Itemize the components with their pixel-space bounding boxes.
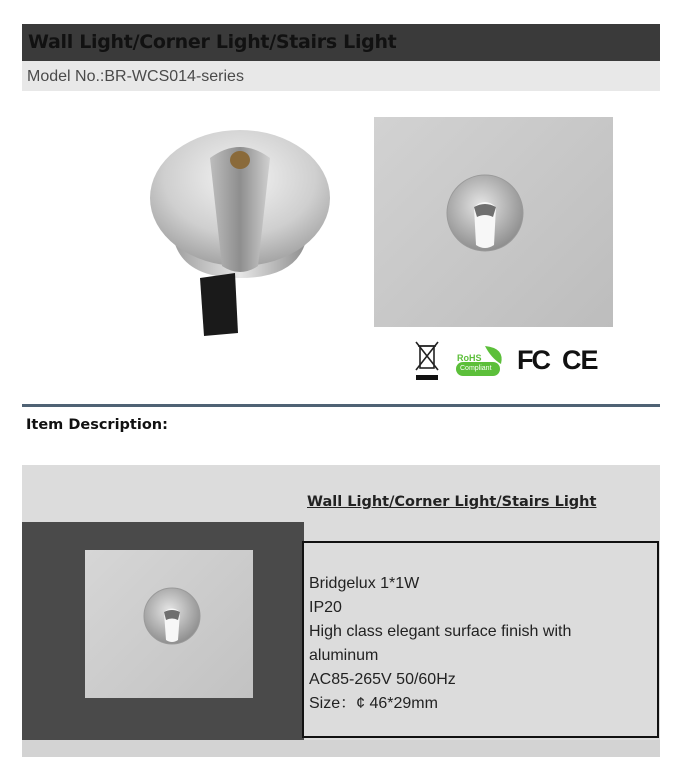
spec-item: IP20 [309, 599, 342, 616]
rohs-sub-label: Compliant [460, 365, 492, 372]
weee-crossed-bin-icon [414, 340, 440, 382]
model-number: Model No.:BR-WCS014-series [27, 68, 244, 85]
section-divider [22, 404, 660, 407]
product-photo-installed [374, 117, 613, 327]
spec-item: Bridgelux 1*1W [309, 575, 420, 592]
rohs-badge [455, 344, 507, 380]
rohs-label: RoHS [457, 353, 482, 363]
spec-item: AC85-265V 50/60Hz [309, 671, 456, 688]
page-title: Wall Light/Corner Light/Stairs Light [28, 31, 397, 53]
spec-list [309, 572, 639, 716]
item-description-heading: Item Description: [26, 417, 168, 433]
fc-mark: FC [517, 345, 549, 375]
product-photo-main [140, 128, 340, 338]
spec-box [302, 541, 659, 738]
description-light-graphic [85, 550, 253, 698]
spec-item: High class elegant surface finish with aluminum [309, 623, 572, 664]
installed-light-graphic [374, 117, 613, 327]
description-bottom-strip [22, 740, 660, 757]
description-photo [85, 550, 253, 698]
spec-item: Size：¢ 46*29mm [309, 695, 438, 712]
description-subtitle: Wall Light/Corner Light/Stairs Light [307, 494, 597, 510]
ce-mark: CE [562, 345, 598, 375]
